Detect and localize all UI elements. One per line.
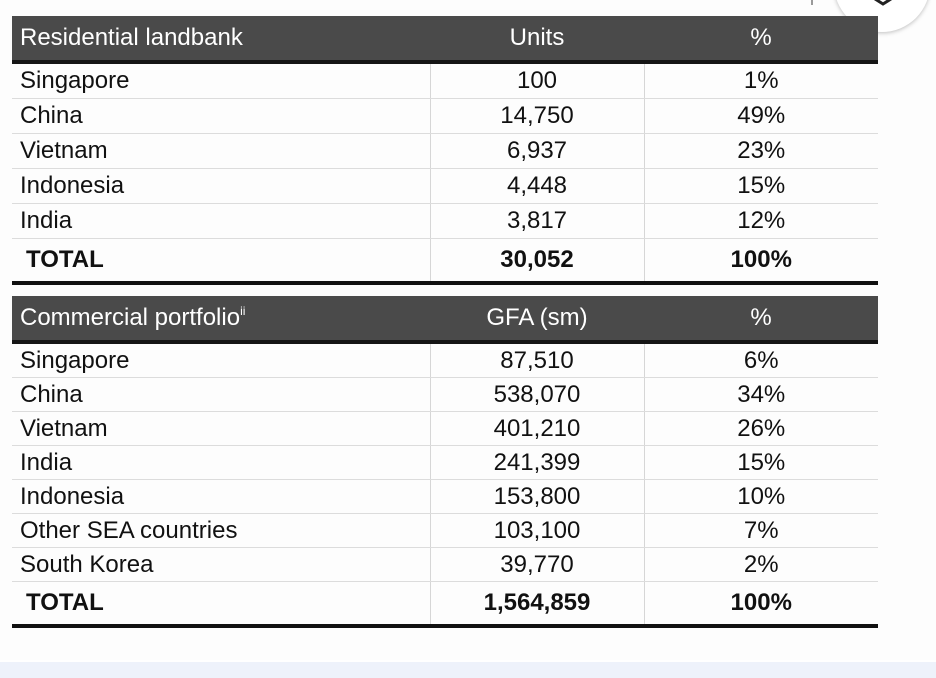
table-row: [12, 514, 878, 548]
divider: [811, 0, 813, 5]
country-cell: China: [12, 378, 430, 412]
total-label: TOTAL: [12, 582, 430, 627]
table-row: [12, 480, 878, 514]
percent-cell: 23%: [644, 134, 878, 169]
collapse-chevron-icon: [870, 0, 896, 6]
percent-cell: 26%: [644, 412, 878, 446]
total-label: TOTAL: [12, 239, 430, 284]
column-header-percent: %: [644, 16, 878, 62]
percent-cell: 1%: [644, 62, 878, 99]
country-cell: India: [12, 204, 430, 239]
percent-cell: 15%: [644, 446, 878, 480]
column-header-category: [12, 296, 430, 342]
bottom-bar: [0, 662, 936, 678]
table-row: [12, 99, 878, 134]
table-header-row: [12, 296, 878, 342]
country-cell: India: [12, 446, 430, 480]
footnote-marker: ii: [240, 304, 246, 318]
gfa-cell: 538,070: [430, 378, 644, 412]
gfa-cell: 241,399: [430, 446, 644, 480]
percent-cell: 6%: [644, 342, 878, 378]
table-row: [12, 204, 878, 239]
column-header-units: Units: [430, 16, 644, 62]
units-cell: 14,750: [430, 99, 644, 134]
percent-cell: 49%: [644, 99, 878, 134]
country-cell: South Korea: [12, 548, 430, 582]
table-row: [12, 134, 878, 169]
column-header-gfa: GFA (sm): [430, 296, 644, 342]
country-cell: Indonesia: [12, 169, 430, 204]
gfa-cell: 401,210: [430, 412, 644, 446]
total-percent: 100%: [644, 239, 878, 284]
total-units: 30,052: [430, 239, 644, 284]
commercial-portfolio-table: [12, 296, 878, 628]
total-row: [12, 582, 878, 627]
total-row: [12, 239, 878, 284]
total-percent: 100%: [644, 582, 878, 627]
gfa-cell: 87,510: [430, 342, 644, 378]
units-cell: 3,817: [430, 204, 644, 239]
table-row: [12, 378, 878, 412]
percent-cell: 12%: [644, 204, 878, 239]
percent-cell: 2%: [644, 548, 878, 582]
percent-cell: 7%: [644, 514, 878, 548]
country-cell: Other SEA countries: [12, 514, 430, 548]
total-gfa: 1,564,859: [430, 582, 644, 627]
gfa-cell: 153,800: [430, 480, 644, 514]
column-header-percent: %: [644, 296, 878, 342]
table-row: [12, 446, 878, 480]
table-header-row: [12, 16, 878, 62]
table-row: [12, 169, 878, 204]
header-label: Commercial portfolio: [20, 304, 241, 331]
percent-cell: 15%: [644, 169, 878, 204]
units-cell: 6,937: [430, 134, 644, 169]
percent-cell: 10%: [644, 480, 878, 514]
table-row: [12, 62, 878, 99]
country-cell: China: [12, 99, 430, 134]
country-cell: Vietnam: [12, 412, 430, 446]
gfa-cell: 39,770: [430, 548, 644, 582]
column-header-category: Residential landbank: [12, 16, 430, 62]
units-cell: 4,448: [430, 169, 644, 204]
country-cell: Singapore: [12, 62, 430, 99]
table-row: [12, 412, 878, 446]
gfa-cell: 103,100: [430, 514, 644, 548]
table-row: [12, 342, 878, 378]
residential-landbank-table: [12, 16, 878, 285]
units-cell: 100: [430, 62, 644, 99]
country-cell: Indonesia: [12, 480, 430, 514]
country-cell: Singapore: [12, 342, 430, 378]
country-cell: Vietnam: [12, 134, 430, 169]
table-row: [12, 548, 878, 582]
percent-cell: 34%: [644, 378, 878, 412]
